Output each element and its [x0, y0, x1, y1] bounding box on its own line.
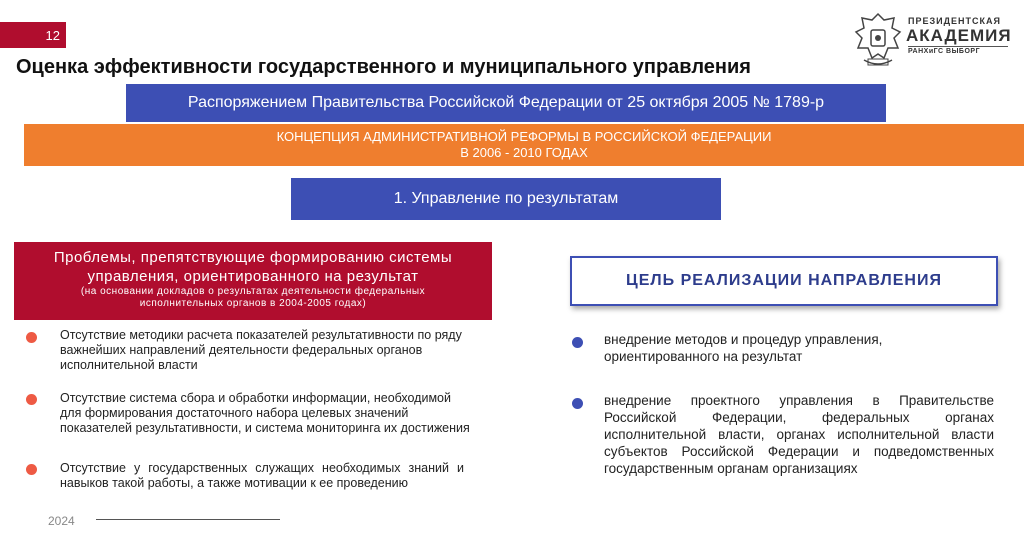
- goal-item: внедрение методов и процедур управления, ориентированного на результат: [604, 332, 883, 364]
- footer-divider: [96, 519, 280, 520]
- slide-title: Оценка эффективности государственного и муниципального управления: [16, 56, 751, 78]
- concept-line-1: КОНЦЕПЦИЯ АДМИНИСТРАТИВНОЙ РЕФОРМЫ В РОССИЙСКОЙ ФЕДЕРАЦИИ: [276, 129, 772, 144]
- problems-header: [14, 242, 492, 320]
- concept-line-2: В 2006 - 2010 ГОДАХ: [460, 145, 588, 160]
- problem-item: Отсутствие система сбора и обработки информации, необходимой для формирования достаточного набора целевых значений показателей результативности, и система мониторинга их достижения: [60, 391, 470, 435]
- problem-item: Отсутствие методики расчета показателей результативности по ряду важнейших направлений деятельности федеральных органов исполнительной власти: [60, 328, 462, 372]
- bullet-dot-icon: [572, 337, 583, 348]
- goal-header-text: ЦЕЛЬ РЕАЛИЗАЦИИ НАПРАВЛЕНИЯ: [626, 272, 942, 289]
- bullet-dot-icon: [26, 464, 37, 475]
- problems-header-line-1: Проблемы, препятствующие формированию системы: [53, 249, 453, 266]
- problems-note-line-2: исполнительных органов в 2004-2005 годах): [139, 298, 367, 309]
- problems-header-line-2: управления, ориентированного на результат: [87, 268, 419, 285]
- double-headed-eagle-emblem-icon: [854, 10, 902, 68]
- goal-item: внедрение проектного управления в Правительстве Российской Федерации, федеральных органах исполнительной власти, органах исполнительной власти субъектов Российской Федерации и подведомственных государственным органам организациях: [604, 393, 994, 476]
- problem-item: Отсутствие у государственных служащих необходимых знаний и навыков такой работы, а также мотивации к ее проведению: [60, 461, 464, 490]
- results-banner: [291, 178, 721, 220]
- decree-text: Распоряжением Правительства Российской Федерации от 25 октября 2005 № 1789-р: [187, 94, 825, 111]
- logo-divider: [908, 46, 1008, 47]
- decree-banner: [126, 84, 886, 122]
- logo-text-academy: АКАДЕМИЯ: [906, 26, 1012, 45]
- bullet-dot-icon: [26, 332, 37, 343]
- slide-number-badge: [0, 22, 66, 48]
- problems-note-line-1: (на основании докладов о результатах деятельности федеральных: [80, 286, 426, 297]
- bullet-dot-icon: [572, 398, 583, 409]
- logo-text-ranepa: РАНХиГС ВЫБОРГ: [908, 48, 981, 55]
- goal-header-box: [570, 256, 998, 306]
- academy-logo: [854, 10, 1014, 72]
- bullet-dot-icon: [26, 394, 37, 405]
- logo-text-president: ПРЕЗИДЕНТСКАЯ: [908, 16, 1001, 26]
- results-text: 1. Управление по результатам: [393, 190, 619, 207]
- concept-banner: [24, 124, 1024, 166]
- slide-year: 2024: [48, 514, 75, 528]
- slide-number: 12: [45, 27, 60, 43]
